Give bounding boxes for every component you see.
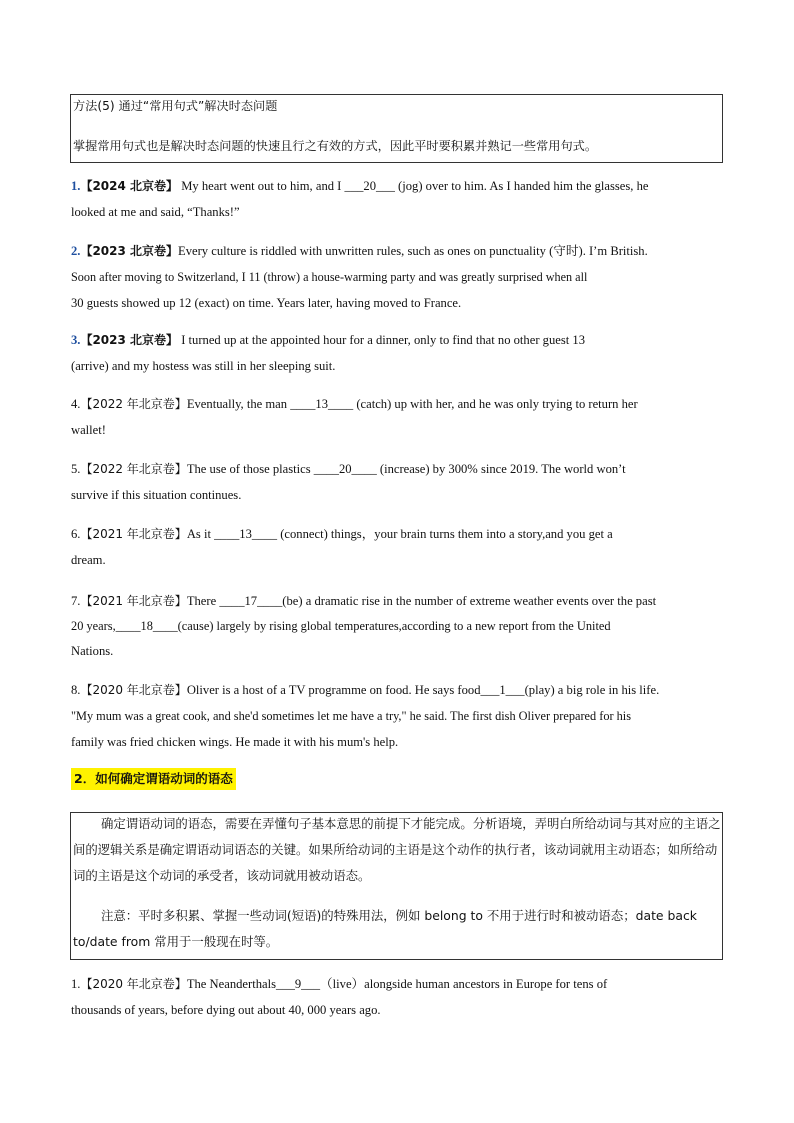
voice-question-1 xyxy=(71,971,723,1023)
section-heading: 2．如何确定谓语动词的语态 xyxy=(71,768,236,790)
question-number: 8. xyxy=(71,683,81,697)
question-text: Every culture is riddled with unwritten rules, such as ones on punctuality (守时). I’m British. xyxy=(178,244,648,258)
question-text: The use of those plastics ____20____ (increase) by 300% since 2019. The world won’t xyxy=(186,462,626,476)
question-number: 4. xyxy=(71,397,81,411)
question-text: My heart went out to him, and I ___20___ (jog) over to him. As I handed him the glasses, he xyxy=(181,179,649,193)
question-source: 【2022 年北京卷】 xyxy=(80,462,187,476)
question-text: looked at me and said, “Thanks!” xyxy=(71,205,240,219)
question-number: 5. xyxy=(71,462,81,476)
question-source: 【2023 北京卷】 xyxy=(80,333,179,347)
question-source: 【2023 北京卷】 xyxy=(80,244,179,258)
question-number: 2. xyxy=(71,244,81,258)
question-text: wallet! xyxy=(71,423,106,437)
question-text: As it ____13____ (connect) things，your brain turns them into a story,and you get a xyxy=(186,527,613,541)
question-text: "My mum was a great cook, and she'd sometimes let me have a try," he said. The first dish Oliver prepared for his xyxy=(71,709,632,723)
voice-explanation-box xyxy=(70,812,723,960)
question-text: Nations. xyxy=(71,644,114,658)
question-source: 【2022 年北京卷】 xyxy=(80,397,187,411)
question-3 xyxy=(71,327,723,379)
question-number: 3. xyxy=(71,333,81,347)
question-source: 【2020 年北京卷】 xyxy=(80,683,187,697)
question-4 xyxy=(71,391,723,443)
question-5 xyxy=(71,456,723,508)
question-text: Eventually, the man ____13____ (catch) up with her, and he was only trying to return her xyxy=(186,397,638,411)
question-text: I turned up at the appointed hour for a dinner, only to find that no other guest 13 xyxy=(181,333,585,347)
question-source: 【2020 年北京卷】 xyxy=(80,977,187,991)
question-text: Oliver is a host of a TV programme on food. He says food___1___(play) a big role in his life. xyxy=(186,683,660,697)
question-7 xyxy=(71,589,723,664)
question-8 xyxy=(71,677,723,755)
method-box xyxy=(70,94,723,163)
explanation-paragraph: 确定谓语动词的语态，需要在弄懂句子基本意思的前提下才能完成。分析语境，弄明白所给动词与其对应的主语之间的逻辑关系是确定谓语动词语态的关键。如果所给动词的主语是这个动作的执行者，该动词就用主动语态；如所给动词的主语是这个动词的承受者，该动词就用被动语态。 xyxy=(73,816,721,883)
question-2 xyxy=(71,238,723,316)
question-6 xyxy=(71,521,723,573)
question-text: The Neanderthals___9___（live）alongside human ancestors in Europe for tens of xyxy=(186,977,608,991)
question-number: 1. xyxy=(71,977,81,991)
question-text: 20 years,____18____(cause) largely by rising global temperatures,according to a new report from the United xyxy=(71,619,611,633)
question-number: 7. xyxy=(71,594,81,608)
question-text: family was fried chicken wings. He made it with his mum's help. xyxy=(71,735,399,749)
method-description: 掌握常用句式也是解决时态问题的快速且行之有效的方式，因此平时要积累并熟记一些常用句式。 xyxy=(73,139,598,153)
question-text: There ____17____(be) a dramatic rise in the number of extreme weather events over the past xyxy=(186,594,657,608)
note-paragraph: 注意：平时多积累、掌握一些动词(短语)的特殊用法，例如 belong to 不用于进行时和被动语态；date back to/date from 常用于一般现在时等。 xyxy=(73,908,697,949)
question-text: dream. xyxy=(71,553,106,567)
question-text: survive if this situation continues. xyxy=(71,488,242,502)
question-source: 【2024 北京卷】 xyxy=(80,179,179,193)
question-text: 30 guests showed up 12 (exact) on time. Years later, having moved to France. xyxy=(71,296,462,310)
question-1 xyxy=(71,173,723,225)
question-text: (arrive) and my hostess was still in her sleeping suit. xyxy=(71,359,336,373)
question-source: 【2021 年北京卷】 xyxy=(80,527,187,541)
question-source: 【2021 年北京卷】 xyxy=(80,594,187,608)
question-text: thousands of years, before dying out about 40, 000 years ago. xyxy=(71,1003,381,1017)
method-title: 方法(5) 通过“常用句式”解决时态问题 xyxy=(73,99,278,113)
question-number: 1. xyxy=(71,179,81,193)
question-number: 6. xyxy=(71,527,81,541)
question-text: Soon after moving to Switzerland, I 11 (throw) a house-warming party and was greatly surprised when all xyxy=(71,270,588,284)
